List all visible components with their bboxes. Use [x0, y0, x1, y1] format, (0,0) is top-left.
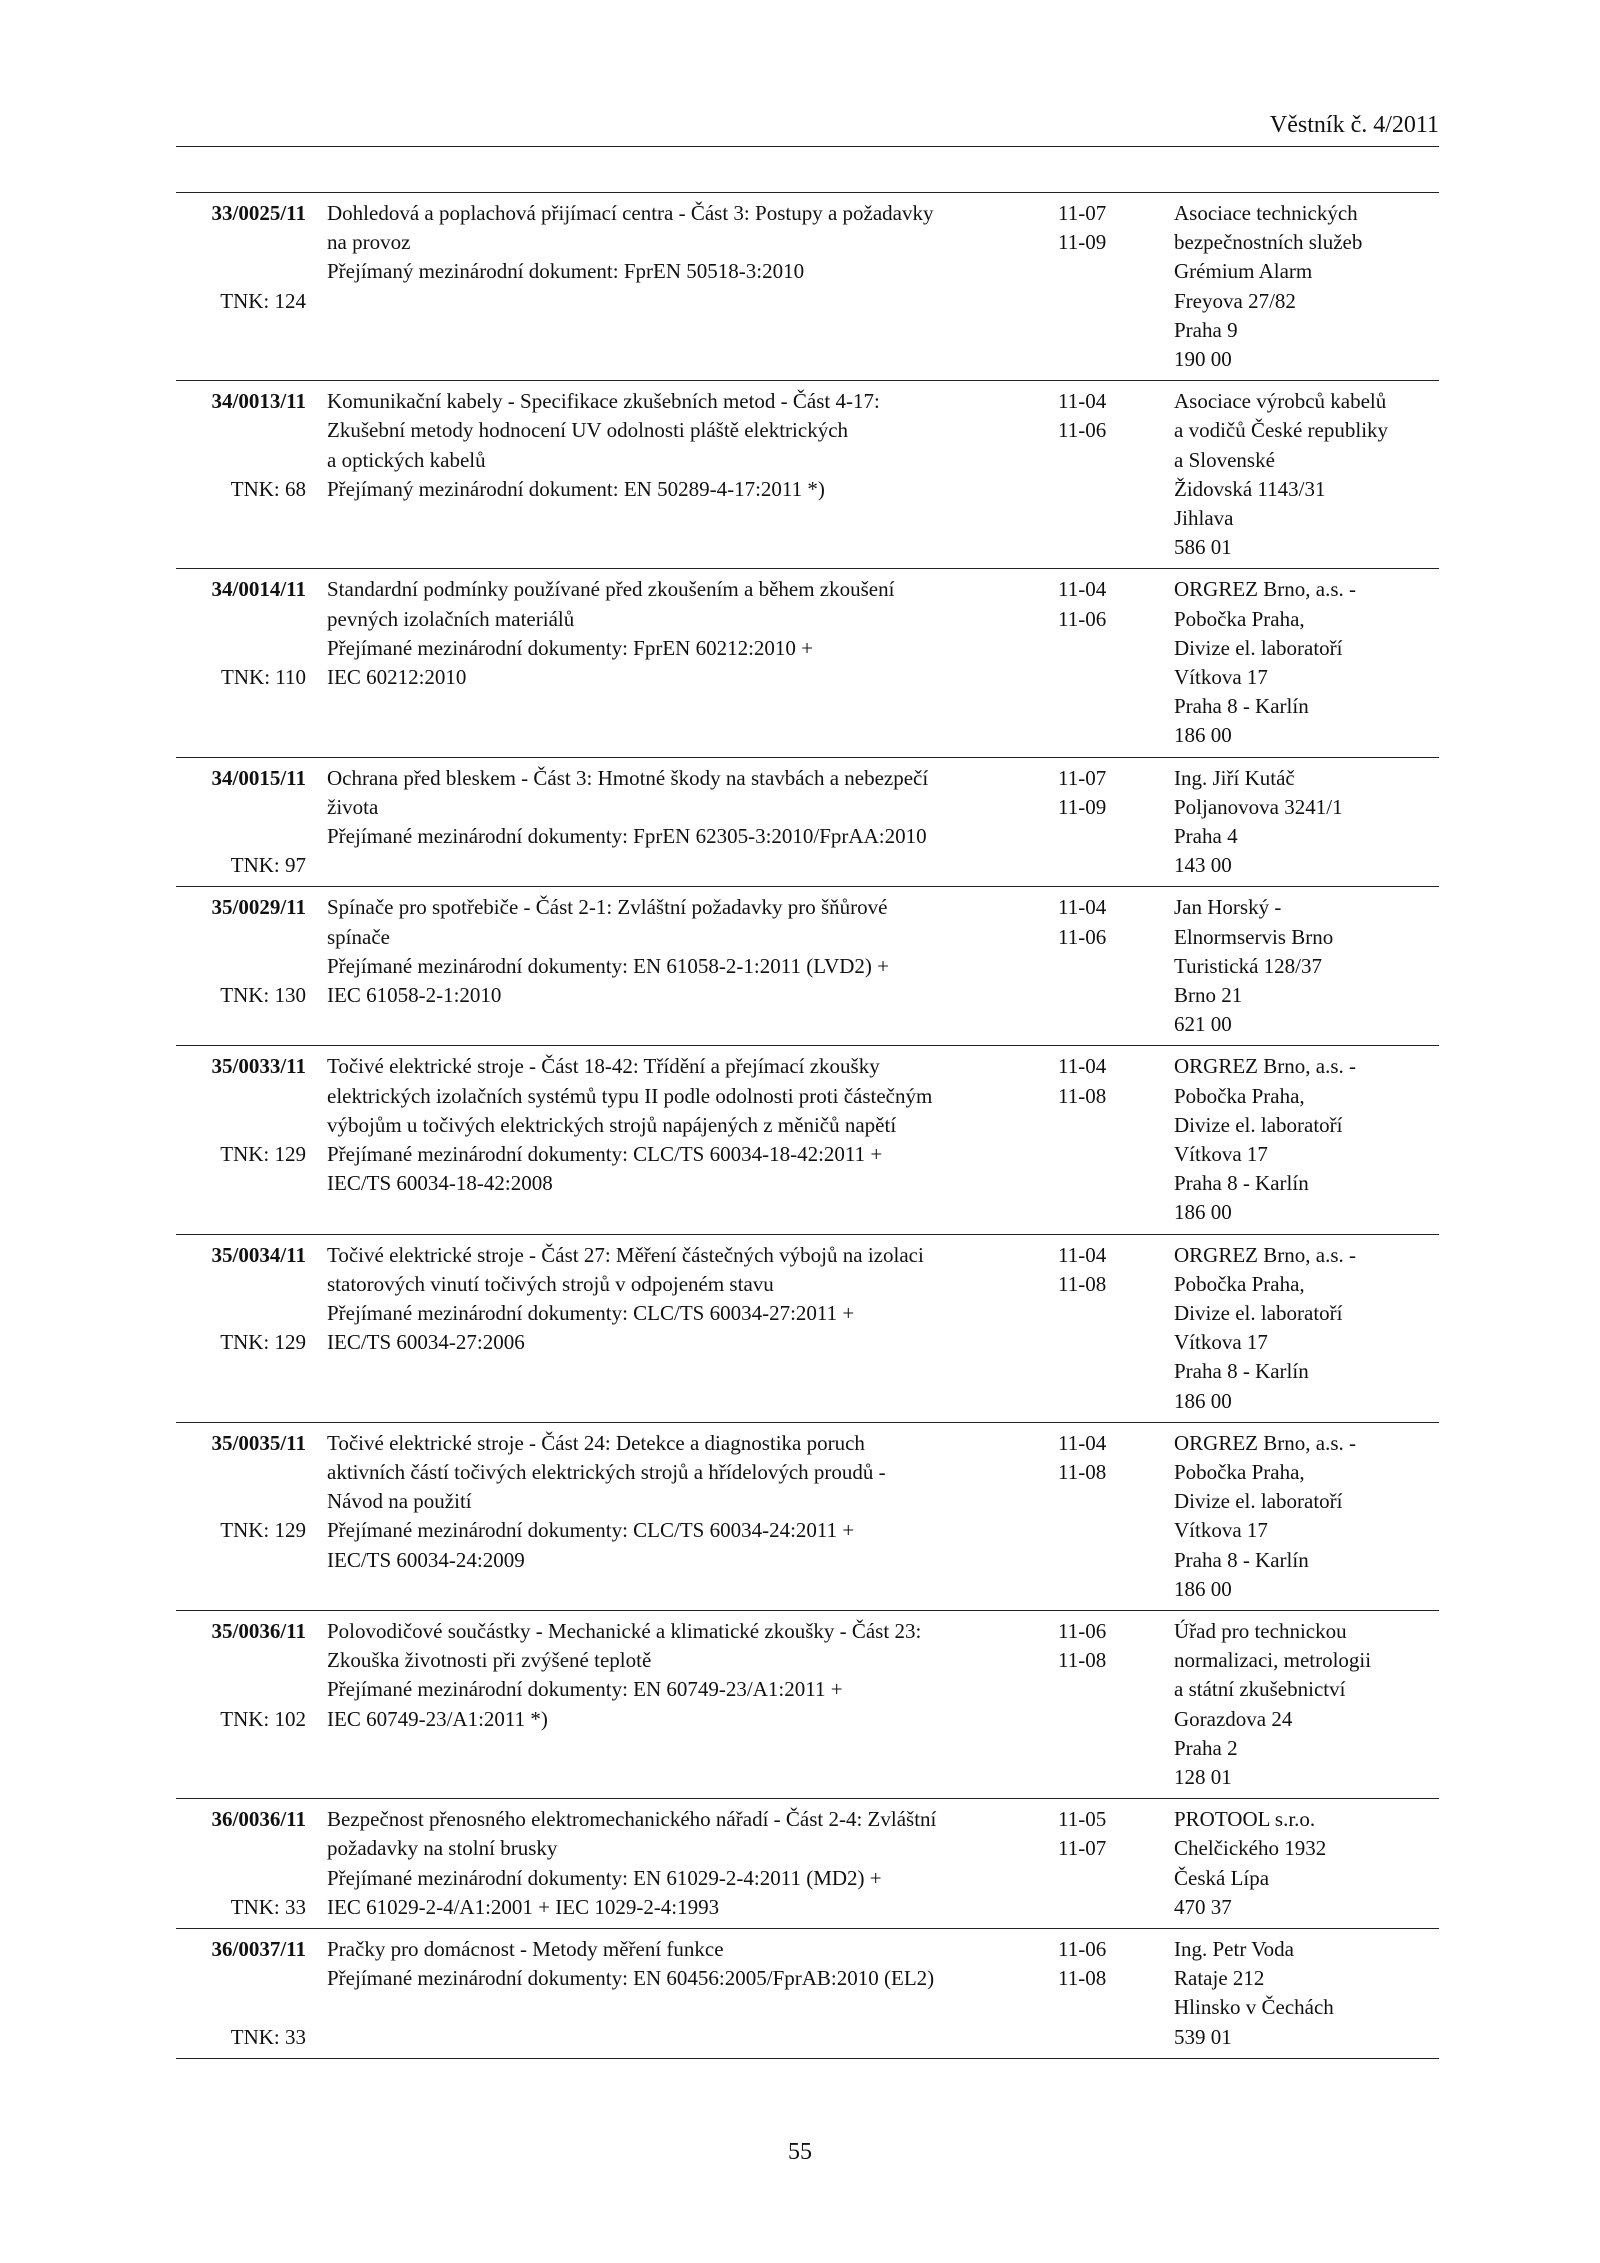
entry-processor	[1174, 1429, 1439, 1604]
entry-title	[327, 1805, 1047, 1922]
entry-identifiers	[176, 1241, 306, 1355]
standard-entry	[176, 568, 1439, 756]
entry-date: 11-04	[1058, 1430, 1107, 1455]
entry-date: 11-09	[1058, 230, 1107, 255]
entry-processor-line: Vítkova 17	[1174, 1141, 1268, 1166]
entry-identifiers	[176, 1429, 306, 1543]
entry-title-line: aktivních částí točivých elektrických strojů a hřídelových proudů -	[327, 1459, 886, 1484]
entry-processor-line: 186 00	[1174, 1388, 1232, 1413]
entry-processor-line: 621 00	[1174, 1012, 1232, 1037]
standard-entry	[176, 1234, 1439, 1422]
entry-processor-line: a Slovenské	[1174, 447, 1275, 472]
entry-title-line: IEC 60212:2010	[327, 664, 467, 689]
entry-title-line: a optických kabelů	[327, 447, 486, 472]
entry-identifiers	[176, 893, 306, 1007]
entry-processor-line: Turistická 128/37	[1174, 953, 1322, 978]
entry-title-line: Přejímaný mezinárodní dokument: FprEN 50518-3:2010	[327, 259, 805, 284]
entry-processor-line: Praha 4	[1174, 823, 1238, 848]
entry-identifiers	[176, 764, 306, 878]
entry-title-line: Bezpečnost přenosného elektromechanického nářadí - Část 2-4: Zvláštní	[327, 1807, 937, 1832]
entry-title-line: elektrických izolačních systémů typu II podle odolnosti proti částečným	[327, 1083, 933, 1108]
entry-title-line: Přejímané mezinárodní dokumenty: EN 61058-2-1:2011 (LVD2) +	[327, 953, 890, 978]
entry-title-line: Návod na použití	[327, 1489, 472, 1514]
entry-title-line: Přejímané mezinárodní dokumenty: EN 60749-23/A1:2011 +	[327, 1677, 843, 1702]
entry-title-line: Zkušební metody hodnocení UV odolnosti pláště elektrických	[327, 418, 849, 443]
entry-processor	[1174, 893, 1439, 1039]
entry-date: 11-04	[1058, 895, 1107, 920]
entry-identifiers	[176, 1805, 306, 1919]
entry-title-line: Točivé elektrické stroje - Část 24: Detekce a diagnostika poruch	[327, 1430, 865, 1455]
entry-title-line: Přejímané mezinárodní dokumenty: CLC/TS 60034-24:2011 +	[327, 1518, 855, 1543]
entry-processor-line: Hlinsko v Čechách	[1174, 1995, 1334, 2020]
standard-entry	[176, 380, 1439, 568]
entry-tnk: TNK: 33	[230, 1894, 306, 1919]
entry-processor-line: Úřad pro technickou	[1174, 1618, 1347, 1643]
entry-processor-line: Ing. Jiří Kutáč	[1174, 765, 1295, 790]
entry-processor-line: Pobočka Praha,	[1174, 1459, 1305, 1484]
entry-title	[327, 764, 1047, 852]
entry-processor-line: Divize el. laboratoří	[1174, 1300, 1343, 1325]
entry-title	[327, 199, 1047, 287]
entry-title	[327, 575, 1047, 692]
entry-title-line: Dohledová a poplachová přijímací centra - Část 3: Postupy a požadavky	[327, 201, 934, 225]
entry-identifiers	[176, 1617, 306, 1731]
entry-identifiers	[176, 1935, 306, 2049]
entry-title-line: Přejímané mezinárodní dokumenty: CLC/TS 60034-18-42:2011 +	[327, 1141, 883, 1166]
entry-title-line: Zkouška životnosti při zvýšené teplotě	[327, 1648, 652, 1673]
entry-processor	[1174, 387, 1439, 562]
entry-date: 11-08	[1058, 1648, 1107, 1673]
entry-date: 11-09	[1058, 794, 1107, 819]
entry-identifiers	[176, 1052, 306, 1166]
entry-title-line: Točivé elektrické stroje - Část 18-42: Třídění a přejímací zkoušky	[327, 1054, 880, 1079]
entry-dates	[1058, 387, 1138, 445]
entry-tnk: TNK: 110	[221, 664, 306, 689]
entry-processor-line: Divize el. laboratoří	[1174, 1112, 1343, 1137]
entry-date: 11-06	[1058, 1936, 1107, 1961]
standard-entry	[176, 192, 1439, 380]
entry-date: 11-05	[1058, 1807, 1107, 1832]
standard-entry	[176, 1798, 1439, 1928]
entry-processor-line: ORGREZ Brno, a.s. -	[1174, 1430, 1356, 1455]
entry-title-line: Pračky pro domácnost - Metody měření funkce	[327, 1936, 724, 1961]
entry-processor	[1174, 764, 1439, 881]
standard-entry	[176, 1045, 1439, 1233]
entry-date: 11-06	[1058, 606, 1107, 631]
entry-title-line: statorových vinutí točivých strojů v odpojeném stavu	[327, 1271, 774, 1296]
entry-dates	[1058, 575, 1138, 633]
entry-processor-line: Elnormservis Brno	[1174, 924, 1334, 949]
table-end-rule	[176, 2058, 1439, 2059]
entry-number: 35/0033/11	[211, 1054, 306, 1079]
entry-processor-line: Pobočka Praha,	[1174, 1271, 1305, 1296]
entry-date: 11-07	[1058, 1836, 1107, 1861]
entry-dates	[1058, 1052, 1138, 1110]
entry-title-line: IEC/TS 60034-18-42:2008	[327, 1171, 553, 1196]
entry-title-line: Přejímané mezinárodní dokumenty: CLC/TS 60034-27:2011 +	[327, 1300, 855, 1325]
entry-title-line: života	[327, 794, 379, 819]
entry-processor-line: ORGREZ Brno, a.s. -	[1174, 577, 1356, 602]
entry-processor-line: Praha 8 - Karlín	[1174, 1547, 1309, 1572]
entry-title-line: Polovodičové součástky - Mechanické a klimatické zkoušky - Část 23:	[327, 1618, 922, 1643]
standard-entry	[176, 1422, 1439, 1610]
entry-processor-line: a vodičů České republiky	[1174, 418, 1389, 443]
entry-date: 11-04	[1058, 1054, 1107, 1079]
entry-date: 11-04	[1058, 1242, 1107, 1267]
entry-date: 11-08	[1058, 1966, 1107, 1991]
entry-processor-line: 186 00	[1174, 1200, 1232, 1225]
entry-title-line: pevných izolačních materiálů	[327, 606, 575, 631]
entry-title-line: na provoz	[327, 230, 411, 255]
entry-identifiers	[176, 199, 306, 313]
entry-number: 33/0025/11	[211, 201, 306, 225]
entry-tnk: TNK: 129	[220, 1141, 306, 1166]
entry-processor-line: 186 00	[1174, 723, 1232, 748]
entry-processor-line: Chelčického 1932	[1174, 1836, 1327, 1861]
entry-dates	[1058, 893, 1138, 951]
entry-title-line: Přejímané mezinárodní dokumenty: EN 61029-2-4:2011 (MD2) +	[327, 1865, 882, 1890]
entry-processor-line: Pobočka Praha,	[1174, 1083, 1305, 1108]
entry-tnk: TNK: 129	[220, 1330, 306, 1355]
entry-dates	[1058, 1805, 1138, 1863]
entry-processor-line: Freyova 27/82	[1174, 288, 1296, 313]
entry-title-line: Přejímaný mezinárodní dokument: EN 50289-4-17:2011 *)	[327, 476, 825, 501]
entry-processor-line: ORGREZ Brno, a.s. -	[1174, 1054, 1356, 1079]
entry-title-line: IEC/TS 60034-24:2009	[327, 1547, 525, 1572]
entry-processor-line: Praha 2	[1174, 1735, 1238, 1760]
entry-tnk: TNK: 33	[230, 2024, 306, 2049]
entry-title	[327, 893, 1047, 1010]
entry-processor	[1174, 1052, 1439, 1227]
entry-number: 35/0036/11	[211, 1618, 306, 1643]
entry-date: 11-06	[1058, 1618, 1107, 1643]
entry-processor-line: Praha 8 - Karlín	[1174, 1359, 1309, 1384]
entry-title-line: požadavky na stolní brusky	[327, 1836, 558, 1861]
entry-processor-line: 190 00	[1174, 347, 1232, 372]
entry-processor-line: Divize el. laboratoří	[1174, 1489, 1343, 1514]
entry-title-line: Přejímané mezinárodní dokumenty: EN 60456:2005/FprAB:2010 (EL2)	[327, 1966, 935, 1991]
entry-tnk: TNK: 129	[220, 1518, 306, 1543]
entry-processor	[1174, 199, 1439, 374]
entry-date: 11-06	[1058, 418, 1107, 443]
entry-processor-line: Asociace výrobců kabelů	[1174, 389, 1387, 414]
entry-processor-line: Česká Lípa	[1174, 1865, 1270, 1890]
entry-processor-line: bezpečnostních služeb	[1174, 230, 1363, 255]
entry-title-line: Standardní podmínky používané před zkoušením a během zkoušení	[327, 577, 895, 602]
entry-dates	[1058, 1617, 1138, 1675]
entry-number: 36/0037/11	[211, 1936, 306, 1961]
entry-processor	[1174, 1805, 1439, 1922]
entry-title-line: Ochrana před bleskem - Část 3: Hmotné škody na stavbách a nebezpečí	[327, 765, 929, 790]
entry-processor-line: PROTOOL s.r.o.	[1174, 1807, 1316, 1832]
entry-date: 11-08	[1058, 1083, 1107, 1108]
entry-processor-line: Poljanovova 3241/1	[1174, 794, 1343, 819]
standard-entry	[176, 1928, 1439, 2058]
entry-number: 36/0036/11	[211, 1807, 306, 1832]
entry-processor-line: Asociace technických	[1174, 201, 1358, 225]
entry-title-line: IEC/TS 60034-27:2006	[327, 1330, 525, 1355]
entry-identifiers	[176, 575, 306, 689]
entry-processor	[1174, 1617, 1439, 1792]
entry-processor-line: normalizaci, metrologii	[1174, 1648, 1372, 1673]
entry-dates	[1058, 1241, 1138, 1299]
entry-title-line: IEC 61029-2-4/A1:2001 + IEC 1029-2-4:1993	[327, 1894, 720, 1919]
entry-processor-line: Židovská 1143/31	[1174, 476, 1326, 501]
entry-processor-line: Vítkova 17	[1174, 664, 1268, 689]
entry-tnk: TNK: 124	[220, 288, 306, 313]
entry-processor-line: Rataje 212	[1174, 1966, 1265, 1991]
entry-processor	[1174, 1241, 1439, 1416]
entry-processor-line: 539 01	[1174, 2024, 1232, 2049]
entry-processor-line: Grémium Alarm	[1174, 259, 1313, 284]
entry-title-line: výbojům u točivých elektrických strojů napájených z měničů napětí	[327, 1112, 897, 1137]
standards-list	[176, 192, 1439, 2059]
entry-title-line: Komunikační kabely - Specifikace zkušebních metod - Část 4-17:	[327, 389, 880, 414]
entry-tnk: TNK: 102	[220, 1706, 306, 1731]
entry-title	[327, 1052, 1047, 1198]
entry-processor-line: Jihlava	[1174, 506, 1234, 530]
entry-dates	[1058, 199, 1138, 257]
entry-title-line: Přejímané mezinárodní dokumenty: FprEN 60212:2010 +	[327, 635, 814, 660]
journal-header: Věstník č. 4/2011	[1269, 112, 1439, 138]
entry-number: 34/0014/11	[211, 577, 306, 602]
standard-entry	[176, 1610, 1439, 1798]
entry-processor-line: 586 01	[1174, 535, 1232, 560]
entry-processor-line: Divize el. laboratoří	[1174, 635, 1343, 660]
entry-dates	[1058, 764, 1138, 822]
entry-dates	[1058, 1429, 1138, 1487]
entry-title	[327, 387, 1047, 504]
entry-tnk: TNK: 130	[220, 982, 306, 1007]
entry-title-line: IEC 60749-23/A1:2011 *)	[327, 1706, 548, 1731]
entry-processor-line: Vítkova 17	[1174, 1330, 1268, 1355]
entry-title-line: Spínače pro spotřebiče - Část 2-1: Zvláštní požadavky pro šňůrové	[327, 895, 888, 920]
entry-processor-line: 470 37	[1174, 1894, 1232, 1919]
entry-dates	[1058, 1935, 1138, 1993]
entry-processor-line: Praha 8 - Karlín	[1174, 1171, 1309, 1196]
entry-title-line: Točivé elektrické stroje - Část 27: Měření částečných výbojů na izolaci	[327, 1242, 924, 1267]
entry-processor	[1174, 575, 1439, 750]
entry-processor-line: 128 01	[1174, 1764, 1232, 1789]
entry-date: 11-07	[1058, 201, 1107, 225]
entry-date: 11-08	[1058, 1459, 1107, 1484]
entry-number: 35/0034/11	[211, 1242, 306, 1267]
entry-date: 11-04	[1058, 577, 1107, 602]
entry-tnk: TNK: 68	[230, 476, 306, 501]
entry-processor-line: 143 00	[1174, 853, 1232, 878]
entry-date: 11-07	[1058, 765, 1107, 790]
entry-number: 34/0013/11	[211, 389, 306, 414]
entry-number: 34/0015/11	[211, 765, 306, 790]
entry-identifiers	[176, 387, 306, 501]
standard-entry	[176, 757, 1439, 887]
entry-date: 11-08	[1058, 1271, 1107, 1296]
entry-processor-line: Jan Horský -	[1174, 895, 1282, 920]
header-rule	[176, 146, 1439, 147]
entry-processor-line: 186 00	[1174, 1576, 1232, 1601]
entry-processor	[1174, 1935, 1439, 2052]
entry-title-line: Přejímané mezinárodní dokumenty: FprEN 62305-3:2010/FprAA:2010	[327, 823, 927, 848]
entry-title	[327, 1429, 1047, 1575]
entry-title-line: IEC 61058-2-1:2010	[327, 982, 502, 1007]
entry-date: 11-04	[1058, 389, 1107, 414]
page-number: 55	[788, 2139, 812, 2165]
entry-processor-line: Ing. Petr Voda	[1174, 1936, 1294, 1961]
entry-number: 35/0029/11	[211, 895, 306, 920]
entry-title	[327, 1617, 1047, 1734]
entry-processor-line: Pobočka Praha,	[1174, 606, 1305, 631]
entry-date: 11-06	[1058, 924, 1107, 949]
entry-processor-line: Gorazdova 24	[1174, 1706, 1293, 1731]
standard-entry	[176, 886, 1439, 1045]
entry-processor-line: ORGREZ Brno, a.s. -	[1174, 1242, 1356, 1267]
entry-processor-line: a státní zkušebnictví	[1174, 1677, 1346, 1702]
entry-processor-line: Praha 8 - Karlín	[1174, 694, 1309, 719]
entry-title-line: spínače	[327, 924, 390, 949]
entry-number: 35/0035/11	[211, 1430, 306, 1455]
entry-tnk: TNK: 97	[230, 853, 306, 878]
entry-processor-line: Praha 9	[1174, 317, 1238, 342]
entry-title	[327, 1935, 1047, 1993]
entry-processor-line: Brno 21	[1174, 982, 1243, 1007]
entry-title	[327, 1241, 1047, 1358]
entry-processor-line: Vítkova 17	[1174, 1518, 1268, 1543]
